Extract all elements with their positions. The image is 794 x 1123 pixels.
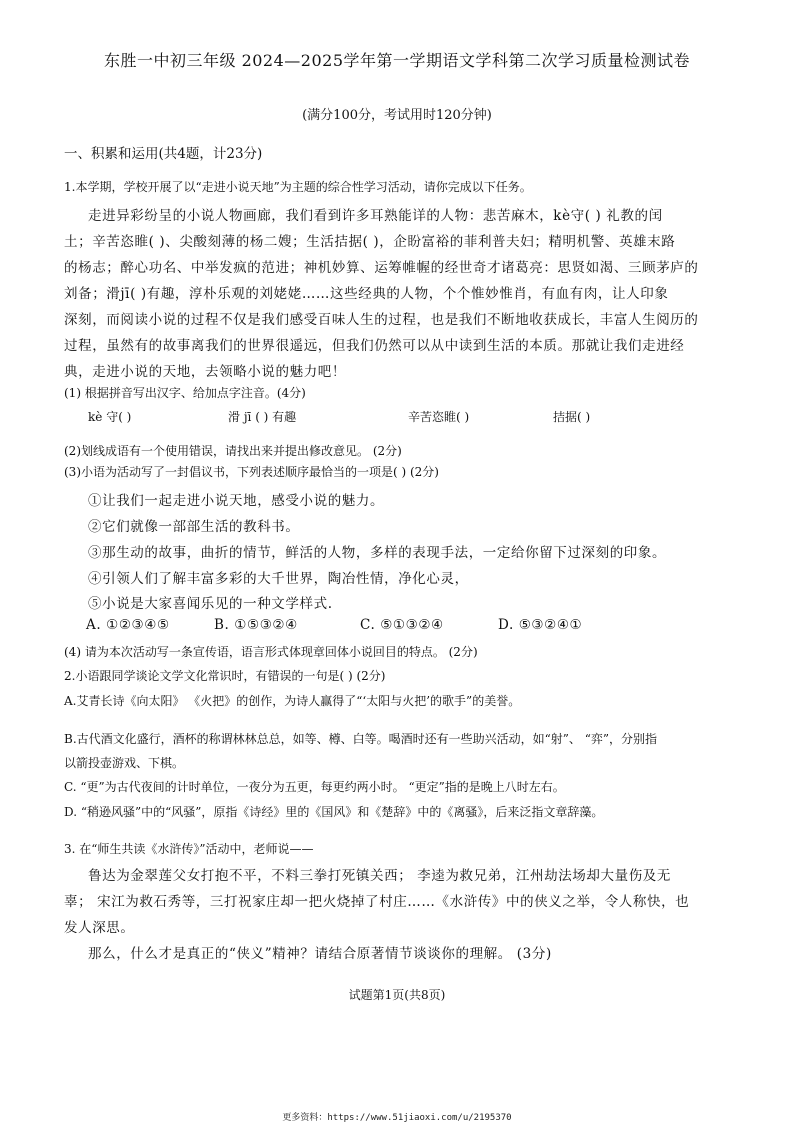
q2-stem: 2.小语跟同学谈论文学文化常识时，有错误的一句是( ) (2分) <box>64 669 386 683</box>
sentence-item: ①让我们一起走进小说天地，感受小说的魅力。 <box>88 493 385 509</box>
q2-option-d: D. “稍逊风骚”中的“风骚”，原指《诗经》里的《国风》和《楚辞》中的《离骚》，后来泛指文章辞藻。 <box>64 805 604 819</box>
q2-option-a: A.艾青长诗《向太阳》 《火把》的创作，为诗人赢得了“‘太阳与火把’的歌手”的美誉。 <box>64 694 521 708</box>
q1-options <box>86 617 582 633</box>
q1-para-line: 走进异彩纷呈的小说人物画廊，我们看到许多耳熟能详的人物：悲苦麻木，kè守( ) 礼教的闰 <box>88 208 663 224</box>
q1-para-line: 过程，虽然有的故事离我们的世界很遥远，但我们仍然可以从中读到生活的本质。那就让我们走进经 <box>64 338 685 354</box>
sentence-item: ②它们就像一部部生活的教科书。 <box>88 519 300 535</box>
page-footer: 试题第1页(共8页) <box>348 988 446 1002</box>
q3-para-line: 辜； 宋江为救石秀等，三打祝家庄却一把火烧掉了村庄……《水浒传》中的侠义之举，令人称快，也 <box>64 894 690 910</box>
q1-para-line: 深刻，而阅读小说的过程不仅是我们感受百味人生的过程，也是我们不断地收获成长，丰富人生阅历的 <box>64 312 699 328</box>
q1-sub1-items <box>88 408 590 425</box>
sentence-item: ⑤小说是大家喜闻乐见的一种文学样式. <box>88 596 333 612</box>
q2-option-b-cont: 以箭投壶游戏、下棋。 <box>64 756 185 770</box>
q1-sub1: (1) 根据拼音写出汉字、给加点字注音。(4分) <box>64 386 306 400</box>
sentence-item: ④引领人们了解丰富多彩的大千世界，陶冶性情，净化心灵， <box>88 571 469 587</box>
sentence-item: ③那生动的故事，曲折的情节，鲜活的人物，多样的表现手法，一定给你留下过深刻的印象。 <box>88 545 667 561</box>
option-d: D. ⑤③②④① <box>498 617 583 633</box>
q1-para-line: 刘备；滑jī( )有趣，淳朴乐观的刘姥姥……这些经典的人物，个个惟妙惟肖，有血有肉，让人印象 <box>64 286 669 302</box>
pinyin-item: 滑 jī ( ) 有趣 <box>228 410 297 424</box>
q1-sub4: (4) 请为本次活动写一条宣传语，语言形式体现章回体小说回目的特点。 (2分) <box>64 645 478 659</box>
option-c: C. ⑤①③②④ <box>360 617 444 633</box>
pinyin-item: 拮据( ) <box>553 410 591 424</box>
page-subtitle: (满分100分，考试用时120分钟) <box>302 108 492 123</box>
option-b: B. ①⑤③②④ <box>214 617 298 633</box>
q3-question: 那么，什么才是真正的“侠义”精神？请结合原著情节谈谈你的理解。 (3分) <box>88 946 552 962</box>
q3-para-line: 鲁达为金翠莲父女打抱不平，不料三拳打死镇关西； 李逵为救兄弟，江州劫法场却大量伤及无 <box>88 868 671 884</box>
q3-stem: 3. 在“师生共读《水浒传》”活动中，老师说—— <box>64 842 314 856</box>
q3-para-line: 发人深思。 <box>64 920 135 936</box>
page-title: 东胜一中初三年级 2024—2025学年第一学期语文学科第二次学习质量检测试卷 <box>103 51 691 70</box>
q2-option-b: B.古代酒文化盛行，酒杯的称谓林林总总，如等、樽、白等。喝酒时还有一些助兴活动，如“射”、 “弈”，分别指 <box>64 732 657 746</box>
source-link[interactable]: 更多资料：https://www.51jiaoxi.com/u/2195370 <box>282 1113 512 1123</box>
q1-para-line: 典，走进小说的天地，去领略小说的魅力吧！ <box>64 364 346 380</box>
pinyin-item: kè 守( ) <box>88 410 132 424</box>
section-heading: 一、积累和运用(共4题，计23分) <box>64 146 263 162</box>
q1-intro: 1.本学期，学校开展了以“走进小说天地”为主题的综合性学习活动，请你完成以下任务。 <box>64 180 532 194</box>
pinyin-item: 辛苦恣睢( ) <box>408 410 470 424</box>
option-a: A. ①②③④⑤ <box>86 617 170 633</box>
q1-para-line: 土；辛苦恣睢( )、尖酸刻薄的杨二嫂；生活拮据( )，企盼富裕的菲利普夫妇；精明机警、英雄末路 <box>64 234 676 250</box>
q2-option-c: C. “更”为古代夜间的计时单位，一夜分为五更，每更约两小时。 “更定”指的是晚上八时左右。 <box>64 780 565 794</box>
q1-sub3: (3)小语为活动写了一封倡议书，下列表述顺序最恰当的一项是( ) (2分) <box>64 465 439 479</box>
q1-para-line: 的杨志；醉心功名、中举发疯的范进；神机妙算、运筹帷幄的经世奇才诸葛亮：思贤如渴、三顾茅庐的 <box>64 260 699 276</box>
q1-sub2: (2)划线成语有一个使用错误，请找出来并提出修改意见。 (2分) <box>64 444 402 458</box>
